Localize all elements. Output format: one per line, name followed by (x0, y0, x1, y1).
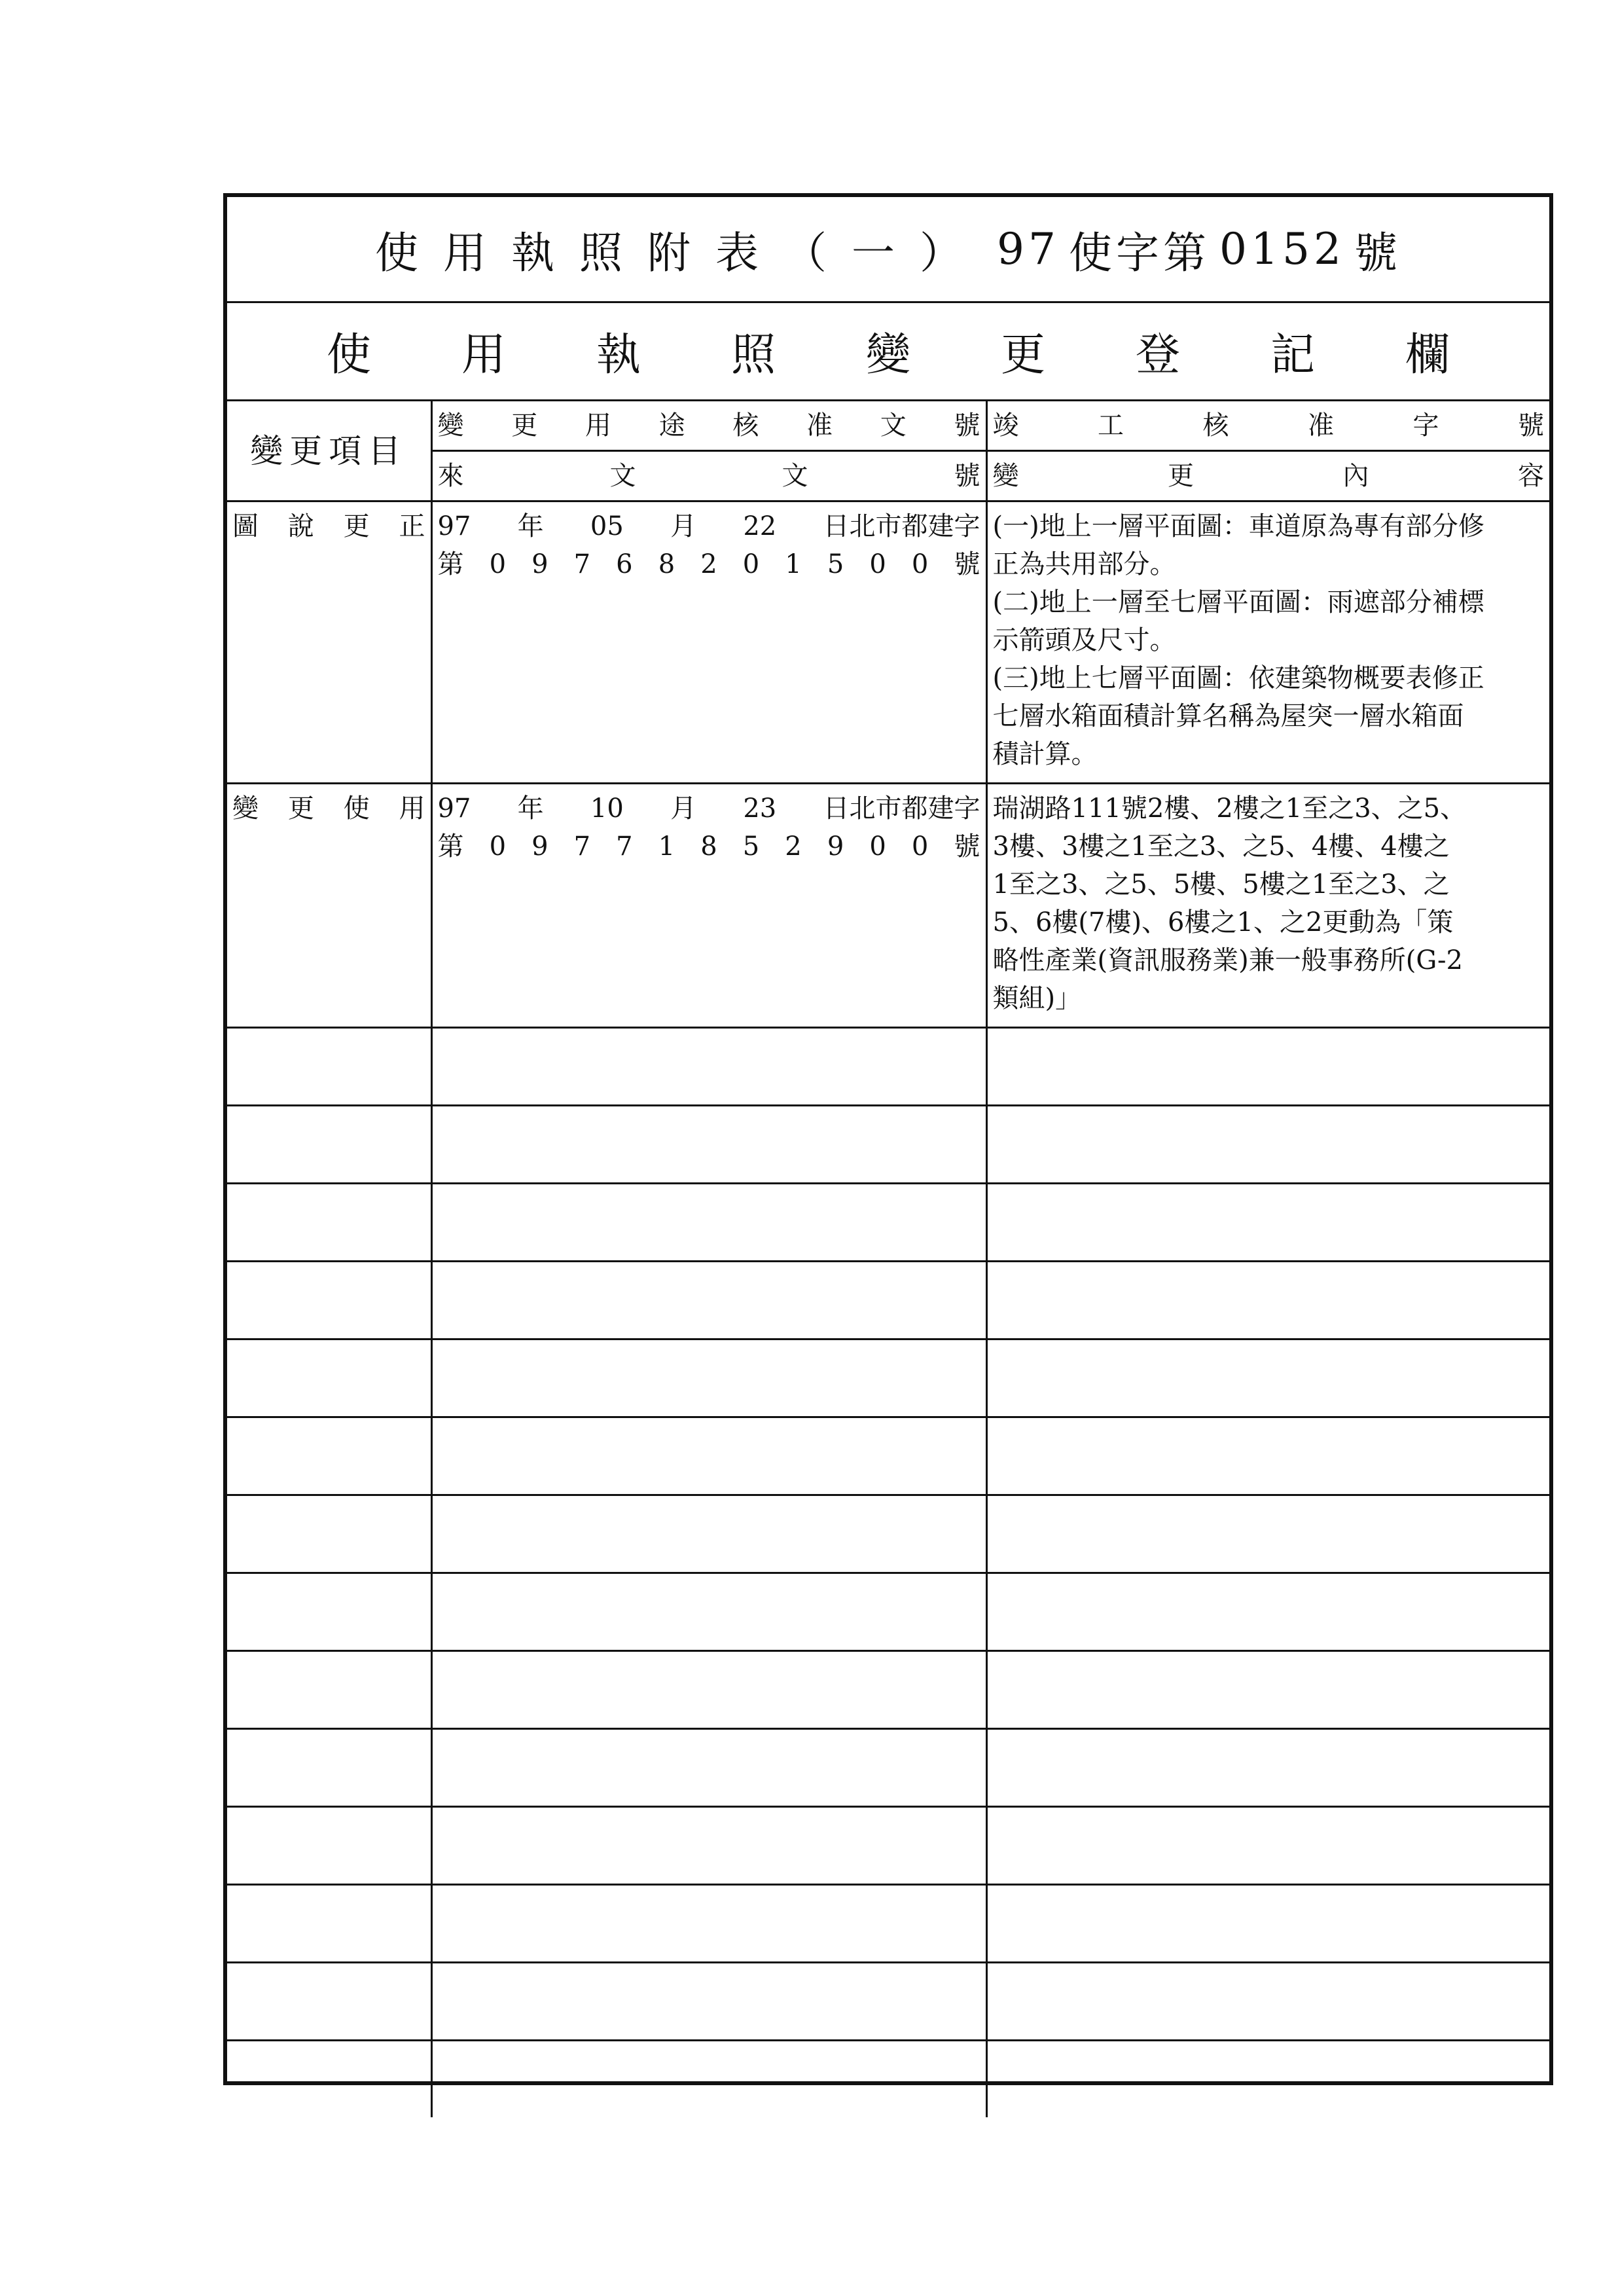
empty-cell (227, 1262, 431, 1339)
header-char: 核 (732, 410, 759, 441)
doc-number-part: 8 (658, 549, 675, 579)
doc-number-part: 7 (573, 831, 591, 862)
header-char: 文 (609, 461, 636, 491)
empty-cell (227, 1963, 431, 2041)
header-char: 內 (1342, 461, 1369, 491)
empty-cell (431, 1573, 986, 1651)
empty-row (227, 1339, 1549, 1417)
header-char: 用 (584, 410, 611, 441)
header-char: 竣 (992, 410, 1019, 441)
header-char: 途 (658, 410, 685, 441)
title-number: 0152 (1219, 224, 1345, 274)
doc-number-part: 0 (489, 549, 507, 579)
empty-cell (431, 1885, 986, 1963)
change-content-line: 1至之3、之5、5樓、5樓之1至之3、之 (992, 869, 1450, 900)
doc-date-part: 日北市都建字 (823, 793, 980, 824)
empty-cell (227, 1573, 431, 1651)
empty-cell (986, 1262, 1549, 1339)
doc-number-part: 9 (531, 549, 548, 579)
form-title (227, 197, 1549, 303)
doc-number-part: 0 (911, 831, 929, 862)
table-row (227, 784, 1549, 1028)
empty-row (227, 1028, 1549, 1106)
doc-date-part: 日北市都建字 (823, 511, 980, 541)
doc-number-part: 7 (616, 831, 633, 862)
header-char: 文 (782, 461, 808, 491)
empty-cell (986, 1417, 1549, 1495)
change-item-char: 用 (399, 793, 425, 824)
doc-date-part: 97 (437, 793, 471, 824)
header-char: 工 (1098, 410, 1124, 441)
doc-date-part: 10 (590, 793, 624, 824)
header-char: 容 (1518, 461, 1544, 491)
change-item-char: 更 (343, 511, 370, 541)
change-content-line: 3樓、3樓之1至之3、之5、4樓、4樓之 (992, 831, 1450, 862)
header-char: 號 (954, 461, 980, 491)
change-item-char: 變 (232, 793, 259, 824)
empty-row (227, 1106, 1549, 1184)
doc-date-part: 年 (517, 793, 544, 824)
empty-row (227, 1963, 1549, 2041)
empty-cell (227, 1106, 431, 1184)
empty-cell (986, 2041, 1549, 2118)
empty-cell (986, 1729, 1549, 1807)
doc-number-part: 第 (437, 831, 464, 862)
change-item-char: 說 (287, 511, 314, 541)
empty-cell (227, 1885, 431, 1963)
doc-date-part: 23 (743, 793, 777, 824)
header-char: 變 (992, 461, 1019, 491)
change-content-line: 瑞湖路111號2樓、2樓之1至之3、之5、 (992, 793, 1467, 824)
title-year: 97 (997, 224, 1060, 274)
doc-date-part: 月 (670, 793, 697, 824)
empty-cell (227, 1651, 431, 1729)
change-content-cell (986, 501, 1549, 784)
change-content-line: 略性產業(資訊服務業)兼一般事務所(G-2 (992, 945, 1463, 975)
doc-number-part: 5 (742, 831, 760, 862)
empty-cell (431, 1262, 986, 1339)
empty-row (227, 2041, 1549, 2118)
header-char: 更 (1168, 461, 1194, 491)
empty-cell (227, 1729, 431, 1807)
doc-number-part: 0 (869, 831, 886, 862)
change-item-cell (227, 784, 431, 1028)
doc-date-part: 22 (743, 511, 777, 541)
empty-cell (986, 1651, 1549, 1729)
change-record-table (227, 401, 1549, 2117)
header-char: 來 (437, 461, 464, 491)
empty-cell (431, 1807, 986, 1885)
empty-cell (431, 1963, 986, 2041)
header-char: 變 (437, 410, 464, 441)
doc-number-part: 5 (827, 549, 844, 579)
empty-row (227, 1885, 1549, 1963)
header-completion-no (986, 401, 1549, 451)
doc-number-part: 1 (785, 549, 802, 579)
empty-row (227, 1495, 1549, 1573)
header-incoming-doc (431, 451, 986, 501)
header-row-1 (227, 401, 1549, 451)
change-item-char: 更 (287, 793, 314, 824)
doc-number-part: 號 (954, 831, 980, 862)
empty-cell (431, 1184, 986, 1262)
change-content-line: 七層水箱面積計算名稱為屋突一層水箱面 (992, 701, 1464, 731)
empty-row (227, 1729, 1549, 1807)
change-content-line: 類組)」 (992, 983, 1082, 1013)
doc-number-part: 6 (616, 549, 633, 579)
empty-cell (986, 1106, 1549, 1184)
empty-row (227, 1184, 1549, 1262)
empty-cell (431, 1106, 986, 1184)
empty-cell (431, 1729, 986, 1807)
empty-cell (986, 1885, 1549, 1963)
doc-date-part: 05 (590, 511, 624, 541)
change-content-line: (三)地上七層平面圖：依建築物概要表修正 (992, 663, 1484, 693)
doc-number-part: 0 (742, 549, 760, 579)
doc-number-part: 0 (911, 549, 929, 579)
empty-cell (227, 1339, 431, 1417)
empty-cell (986, 1807, 1549, 1885)
empty-cell (986, 1028, 1549, 1106)
empty-row (227, 1262, 1549, 1339)
doc-date-part: 97 (437, 511, 471, 541)
header-char: 核 (1202, 410, 1229, 441)
header-char: 更 (511, 410, 538, 441)
empty-cell (986, 1963, 1549, 2041)
doc-number-part: 9 (827, 831, 844, 862)
title-mid: 使字第 (1069, 228, 1210, 278)
document-number-cell (431, 784, 986, 1028)
empty-cell (986, 1495, 1549, 1573)
empty-cell (431, 2041, 986, 2118)
change-content-cell (986, 784, 1549, 1028)
change-content-line: 積計算。 (992, 739, 1098, 769)
empty-cell (986, 1184, 1549, 1262)
empty-cell (986, 1573, 1549, 1651)
header-change-item: 變更項目 (227, 401, 431, 501)
header-change-content (986, 451, 1549, 501)
change-content-line: 5、6樓(7樓)、6樓之1、之2更動為「策 (992, 907, 1454, 938)
doc-number-part: 2 (785, 831, 802, 862)
change-item-char: 使 (343, 793, 370, 824)
header-char: 准 (806, 410, 833, 441)
header-char: 號 (954, 410, 980, 441)
empty-cell (227, 1495, 431, 1573)
empty-cell (227, 1184, 431, 1262)
doc-number-part: 7 (573, 549, 591, 579)
header-char: 文 (880, 410, 907, 441)
header-char: 准 (1308, 410, 1334, 441)
table-row (227, 501, 1549, 784)
change-item-char: 圖 (232, 511, 259, 541)
doc-number-part: 1 (658, 831, 675, 862)
header-approval-doc (431, 401, 986, 451)
empty-row (227, 1651, 1549, 1729)
doc-number-part: 2 (700, 549, 717, 579)
doc-number-part: 0 (489, 831, 507, 862)
empty-cell (431, 1495, 986, 1573)
doc-number-part: 0 (869, 549, 886, 579)
empty-cell (431, 1339, 986, 1417)
empty-cell (227, 1028, 431, 1106)
header-char: 字 (1412, 410, 1439, 441)
document-number-cell (431, 501, 986, 784)
doc-number-part: 9 (531, 831, 548, 862)
change-content-line: (二)地上一層至七層平面圖：雨遮部分補標 (992, 587, 1484, 617)
change-content-line: (一)地上一層平面圖：車道原為專有部分修 (992, 511, 1484, 541)
form-subtitle: 使用執照變更登記欄 (227, 303, 1549, 401)
empty-cell (431, 1651, 986, 1729)
doc-date-part: 月 (670, 511, 697, 541)
empty-row (227, 1417, 1549, 1495)
title-end: 號 (1354, 228, 1401, 278)
change-content-line: 示箭頭及尺寸。 (992, 625, 1176, 655)
change-item-char: 正 (399, 511, 425, 541)
doc-number-part: 第 (437, 549, 464, 579)
change-item-cell (227, 501, 431, 784)
doc-number-part: 8 (700, 831, 717, 862)
empty-cell (986, 1339, 1549, 1417)
change-content-line: 正為共用部分。 (992, 549, 1176, 579)
header-char: 號 (1518, 410, 1544, 441)
empty-row (227, 1573, 1549, 1651)
empty-cell (227, 2041, 431, 2118)
title-main: 使用執照附表（一） (375, 228, 988, 278)
license-change-form (223, 193, 1553, 2085)
doc-number-part: 號 (954, 549, 980, 579)
empty-row (227, 1807, 1549, 1885)
doc-date-part: 年 (517, 511, 544, 541)
empty-cell (227, 1417, 431, 1495)
empty-cell (431, 1417, 986, 1495)
empty-cell (431, 1028, 986, 1106)
empty-cell (227, 1807, 431, 1885)
